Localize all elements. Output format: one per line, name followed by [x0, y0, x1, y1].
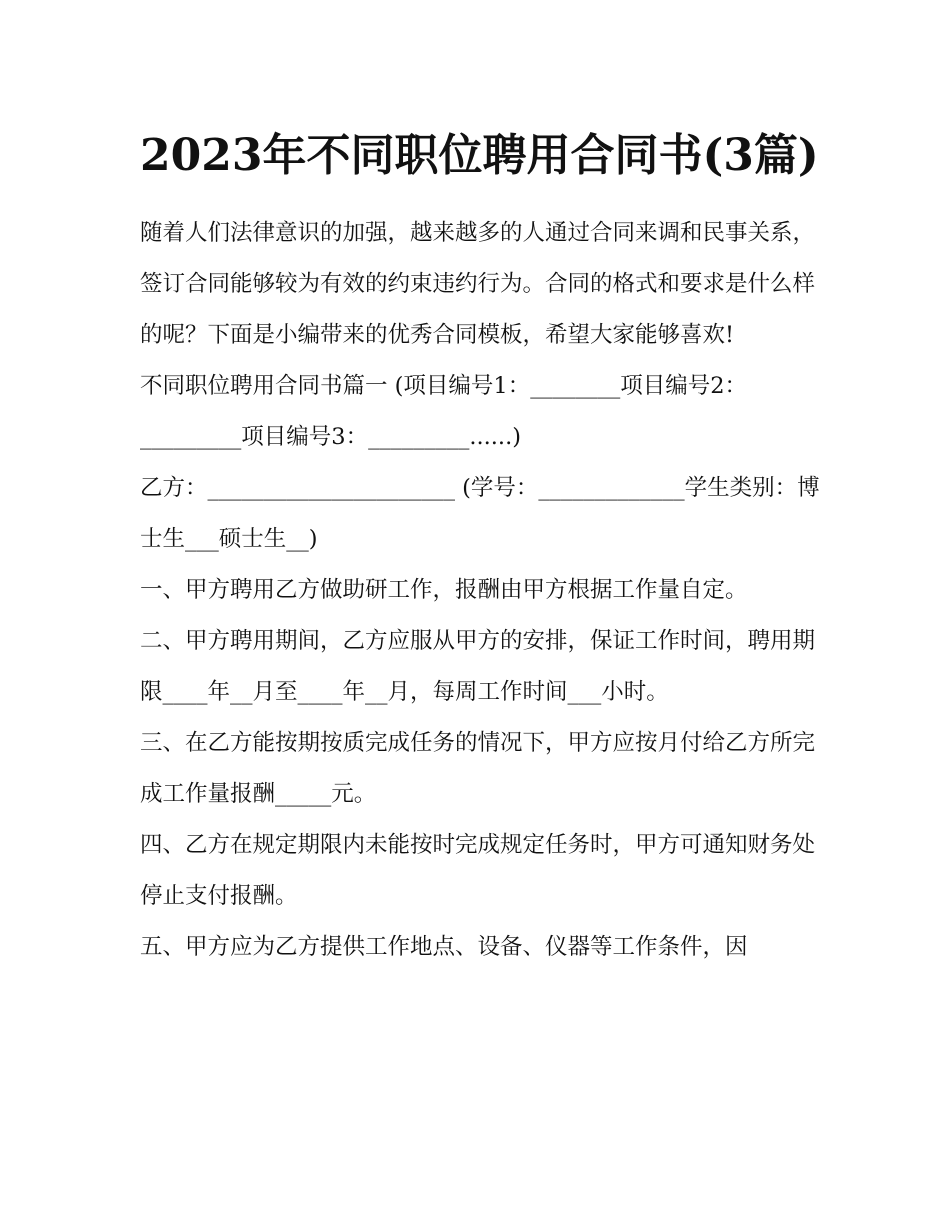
- clause-3: 三、在乙方能按期按质完成任务的情况下，甲方应按月付给乙方所完成工作量报酬_____元。: [140, 730, 816, 807]
- document-page: [140, 118, 820, 973]
- party-b-paragraph: 乙方：______________________ (学号：_____________学生类别：博士生___硕士生__): [140, 475, 820, 552]
- clause-1: 一、甲方聘用乙方做助研工作，报酬由甲方根据工作量自定。: [140, 577, 748, 603]
- document-title: 2023年不同职位聘用合同书(3篇): [140, 130, 819, 181]
- contract-heading-paragraph: 不同职位聘用合同书篇一 (项目编号1：________项目编号2：_________项目编号3：_________......): [140, 373, 748, 450]
- clause-2: 二、甲方聘用期间，乙方应服从甲方的安排，保证工作时间，聘用期限____年__月至____年__月，每周工作时间___小时。: [140, 628, 816, 705]
- clause-5: 五、甲方应为乙方提供工作地点、设备、仪器等工作条件，因: [140, 934, 748, 960]
- intro-paragraph: 随着人们法律意识的加强，越来越多的人通过合同来调和民事关系，签订合同能够较为有效的约束违约行为。合同的格式和要求是什么样的呢？下面是小编带来的优秀合同模板，希望大家能够喜欢!: [140, 220, 816, 348]
- clause-4: 四、乙方在规定期限内未能按时完成规定任务时，甲方可通知财务处停止支付报酬。: [140, 832, 816, 909]
